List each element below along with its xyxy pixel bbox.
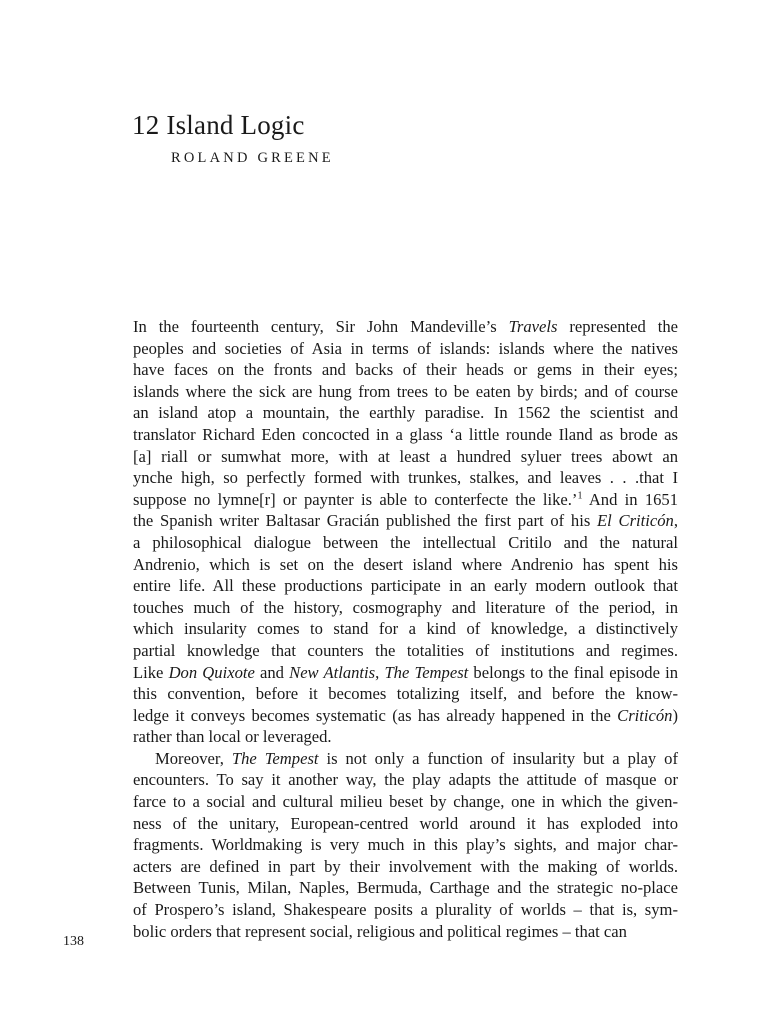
text-line: farce to a social and cultural milieu beset by change, one in which the given- [133, 792, 678, 812]
paragraph [133, 748, 678, 942]
text-line: ness of the unitary, European-centred world around it has exploded into [133, 813, 678, 833]
text-line: [a] riall or sumwhat more, with at least a hundred syluer trees abowt an [133, 446, 678, 466]
text-line: ynche high, so perfectly formed with trunkes, stalkes, and leaves . . .that I [133, 468, 678, 488]
text-line: suppose no lymne[r] or paynter is able to conterfecte the like.’$^1$ And in 1651 [133, 489, 679, 509]
chapter-title: Island Logic [166, 110, 305, 140]
text-line: Like Don Quixote and New Atlantis, The Tempest belongs to the final episode in [133, 662, 679, 682]
text-line: of Prospero’s island, Shakespeare posits a plurality of worlds – that is, sym- [133, 900, 678, 920]
text-line: ledge it conveys becomes systematic (as has already happened in the Criticón) [133, 705, 678, 725]
text-line: Andrenio, which is set on the desert island where Andrenio has spent his [133, 554, 678, 574]
text-line: an island atop a mountain, the earthly paradise. In 1562 the scientist and [133, 403, 678, 423]
text-line: Moreover, The Tempest is not only a function of insularity but a play of [155, 748, 678, 768]
text-line: this convention, before it becomes totalizing itself, and before the know- [133, 684, 678, 704]
footnote-marker: 1 [577, 490, 583, 502]
text-line: bolic orders that represent social, religious and political regimes – that can [133, 921, 627, 941]
text-line: islands where the sick are hung from trees to be eaten by birds; and of course [133, 381, 678, 401]
page-number: 138 [63, 934, 84, 949]
text-line: Between Tunis, Milan, Naples, Bermuda, Carthage and the strategic no-place [133, 878, 678, 898]
text-line: a philosophical dialogue between the intellectual Critilo and the natural [133, 532, 678, 552]
chapter-number: 12 [132, 110, 160, 140]
body-text [133, 316, 678, 942]
text-line: entire life. All these productions participate in an early modern outlook that [133, 576, 678, 596]
text-line: peoples and societies of Asia in terms of islands: islands where the natives [133, 338, 678, 358]
text-line: fragments. Worldmaking is very much in this play’s sights, and major char- [133, 835, 678, 855]
text-line: rather than local or leveraged. [133, 727, 332, 747]
text-line: translator Richard Eden concocted in a glass ‘a little rounde Iland as brode as [133, 424, 678, 444]
paragraph [133, 316, 678, 748]
chapter-heading [132, 108, 305, 142]
text-line: encounters. To say it another way, the play adapts the attitude of masque or [133, 770, 678, 790]
text-line: which insularity comes to stand for a kind of knowledge, a distinctively [133, 619, 678, 639]
text-line: acters are defined in part by their involvement with the making of worlds. [133, 856, 678, 876]
text-line: partial knowledge that counters the totalities of institutions and regimes. [133, 640, 678, 660]
text-line: touches much of the history, cosmography and literature of the period, in [133, 597, 678, 617]
text-line: have faces on the fronts and backs of their heads or gems in their eyes; [133, 360, 678, 380]
chapter-author: ROLAND GREENE [171, 150, 334, 166]
text-line: In the fourteenth century, Sir John Mandeville’s Travels represented the [133, 317, 678, 336]
text-line: the Spanish writer Baltasar Gracián published the first part of his El Criticón, [133, 511, 678, 531]
